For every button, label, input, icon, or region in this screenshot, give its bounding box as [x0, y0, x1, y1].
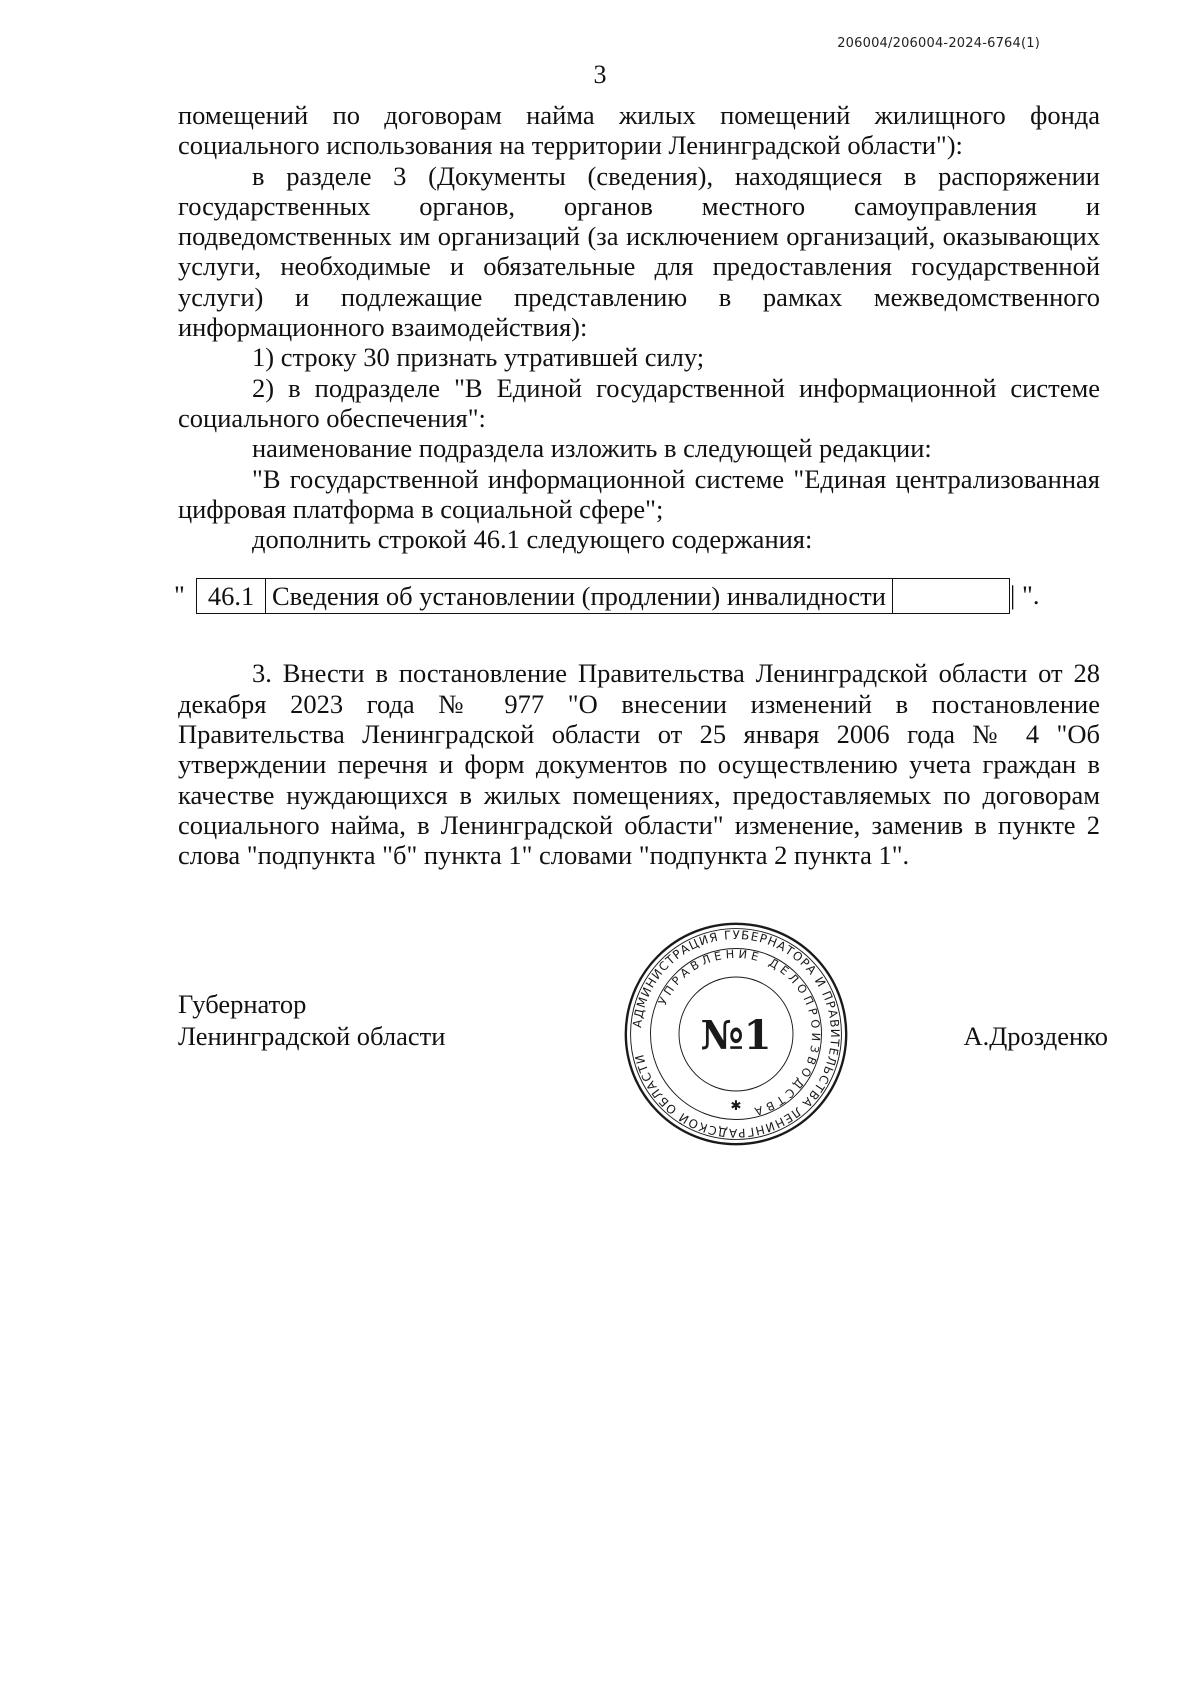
paragraph-section-3: в разделе 3 (Документы (сведения), находящиеся в распоряжении государственных органов, органов местного самоуправления и подведомственных им организаций (за исключением организаций, оказывающих услуги, необходимые и обязательные для предоставления государственной услуги) и подлежащие представлению в рамках межведомственного информационного взаимодействия):: [178, 160, 1100, 343]
signer-name: А.Дрозденко: [963, 1021, 1108, 1051]
paragraph-rename-subsection: наименование подраздела изложить в следующей редакции:: [252, 433, 932, 464]
paragraph-continuation: помещений по договорам найма жилых помещений жилищного фонда социального использования на территории Ленинградской области"):: [178, 100, 1100, 161]
paragraph-item-1: 1) строку 30 признать утратившей силу;: [252, 342, 705, 373]
document-registration-number: 206004/206004-2024-6764(1): [837, 36, 1040, 51]
inserted-table-row: [174, 578, 1100, 622]
paragraph-new-subsection-name: "В государственной информационной системе "Единая централизованная цифровая платформа в социальной сфере";: [178, 463, 1100, 524]
signer-title-line-2: Ленинградской области: [178, 1021, 446, 1051]
page-number: 3: [593, 60, 607, 89]
seal-star-icon: ✱: [730, 1099, 742, 1114]
seal-inner-text: УПРАВЛЕНИЕ ДЕЛОПРОИЗВОДСТВА: [655, 946, 824, 1120]
table-right-border-mark: |: [1010, 580, 1016, 611]
signer-title: [178, 988, 445, 1052]
seal-center-number: №1: [700, 1013, 772, 1060]
row-empty-cell: [892, 579, 1009, 614]
document-body: [174, 100, 1100, 871]
signature-block: [178, 927, 1108, 1196]
paragraph-add-row: дополнить строкой 46.1 следующего содержания:: [252, 524, 813, 555]
row-description-cell: Сведения об установлении (продлении) инвалидности: [266, 579, 893, 614]
row-number-cell: 46.1: [197, 579, 266, 614]
official-seal: [622, 920, 850, 1148]
seal-outer-text: АДМИНИСТРАЦИЯ ГУБЕРНАТОРА И ПРАВИТЕЛЬСТВА ЛЕНИНГРАДСКОЙ ОБЛАСТИ: [630, 927, 843, 1141]
paragraph-point-3: 3. Внести в постановление Правительства Ленинградской области от 28 декабря 2023 года № 977 "О внесении изменений в постановление Правительства Ленинградской области от 25 января 2006 года № 4 "Об утверждении перечня и форм документов по осуществлению учета граждан в качестве нуждающихся в жилых помещениях, предоставляемых по договорам социального найма, в Ленинградской области" изменение, заменив в пункте 2 слова "подпункта "б" пункта 1" словами "подпункта 2 пункта 1".: [178, 658, 1100, 871]
closing-quote: ".: [1022, 580, 1040, 611]
signer-title-line-1: Губернатор: [178, 989, 307, 1019]
opening-quote: ": [174, 580, 185, 611]
row-46-1-table: [196, 578, 1010, 614]
paragraph-item-2: 2) в подразделе "В Единой государственной информационной системе социального обеспечения":: [178, 372, 1100, 433]
